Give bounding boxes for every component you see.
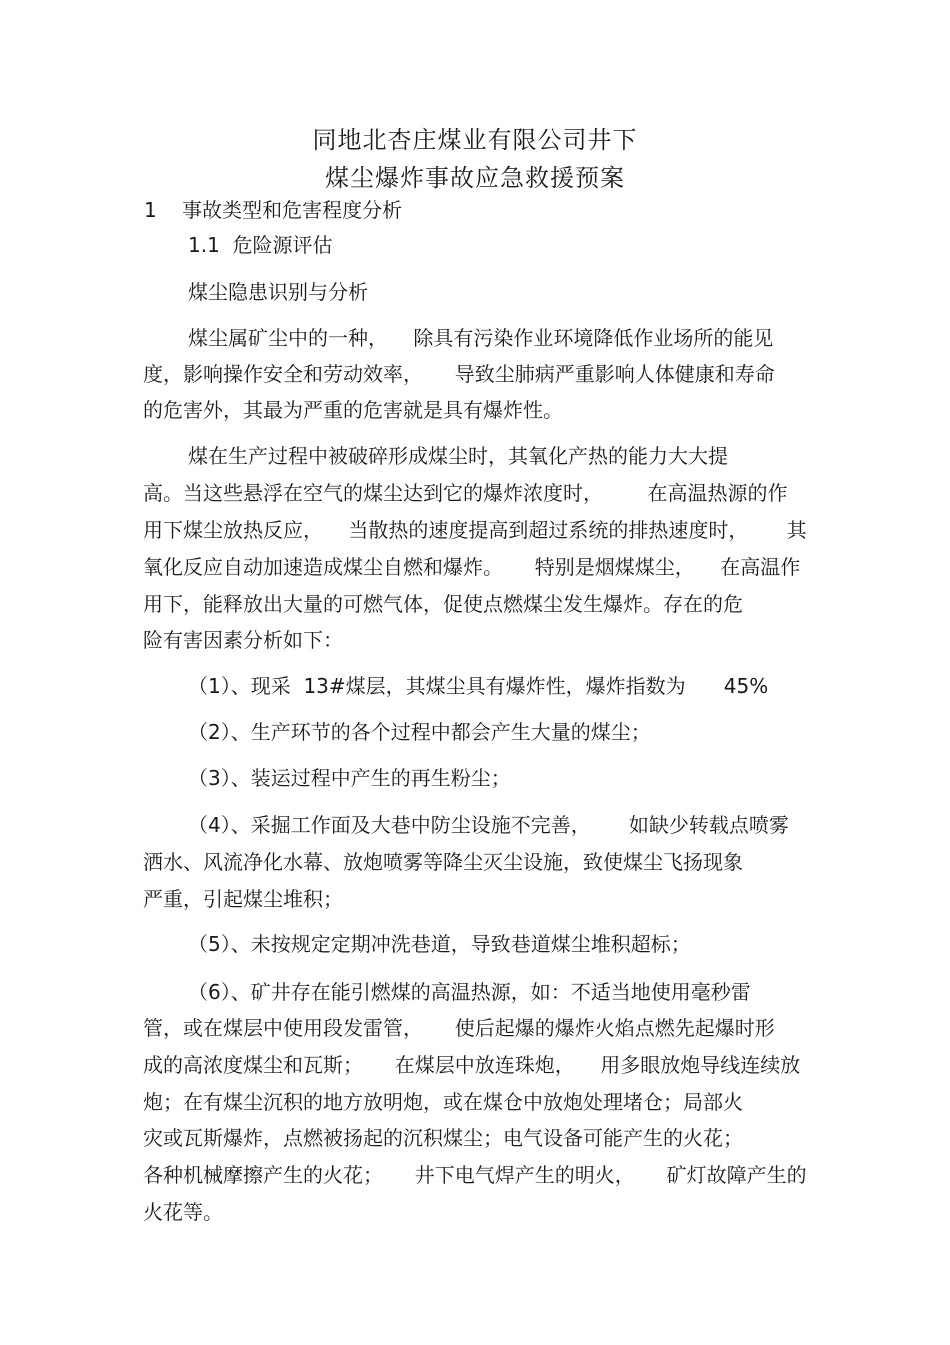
paragraph-2-line: 用下，能释放出大量的可燃气体，促使点燃煤尘发生爆炸。存在的危: [143, 592, 743, 616]
document-title-line2: 煤尘爆炸事故应急救援预案: [325, 164, 625, 192]
list-item-5: （5）、未按规定定期冲洗巷道，导致巷道煤尘堆积超标；: [188, 932, 691, 956]
paragraph-2-line: 氧化反应自动加速造成煤尘自燃和爆炸。 特别是烟煤煤尘， 在高温作: [143, 555, 801, 579]
list-item-4-line: 严重，引起煤尘堆积；: [143, 887, 343, 911]
list-item-1: （1）、现采 13#煤层，其煤尘具有爆炸性，爆炸指数为 45%: [188, 674, 769, 698]
list-item-6-line: 成的高浓度煤尘和瓦斯； 在煤层中放连珠炮， 用多眼放炮导线连续放: [143, 1053, 801, 1077]
list-item-6-line: 管，或在煤层中使用段发雷管， 使后起爆的爆炸火焰点燃先起爆时形: [143, 1016, 775, 1040]
paragraph-2-line: 险有害因素分析如下：: [143, 628, 343, 652]
section-heading-1-1: 1.1 危险源评估: [188, 233, 333, 257]
list-item-2: （2）、生产环节的各个过程中都会产生大量的煤尘；: [188, 720, 651, 744]
list-item-6-line: 各种机械摩擦产生的火花； 井下电气焊产生的明火， 矿灯故障产生的: [143, 1163, 807, 1187]
list-item-6-line: 炮；在有煤尘沉积的地方放明炮，或在煤仓中放炮处理堵仓；局部火: [143, 1090, 743, 1114]
list-item-6-line: 火花等。: [143, 1200, 223, 1224]
paragraph-2-line: 用下煤尘放热反应， 当散热的速度提高到超过系统的排热速度时， 其: [143, 518, 807, 542]
list-item-3: （3）、装运过程中产生的再生粉尘；: [188, 766, 511, 790]
list-item-6-line: 灾或瓦斯爆炸，点燃被扬起的沉积煤尘；电气设备可能产生的火花；: [143, 1126, 743, 1150]
subheading: 煤尘隐患识别与分析: [188, 280, 368, 304]
paragraph-2-line: 高。当这些悬浮在空气的煤尘达到它的爆炸浓度时， 在高温热源的作: [143, 481, 788, 505]
list-item-4-line: （4）、采掘工作面及大巷中防尘设施不完善， 如缺少转载点喷雾: [188, 813, 789, 837]
paragraph-1-line: 煤尘属矿尘中的一种， 除具有污染作业环境降低作业场所的能见: [188, 326, 774, 350]
list-item-6-line: （6）、矿井存在能引燃煤的高温热源，如：不适当地使用毫秒雷: [188, 980, 751, 1004]
paragraph-2-line: 煤在生产过程中被破碎形成煤尘时，其氧化产热的能力大大提: [188, 444, 728, 468]
list-item-4-line: 洒水、风流净化水幕、放炮喷雾等降尘灭尘设施，致使煤尘飞扬现象: [143, 850, 743, 874]
paragraph-1-line: 的危害外，其最为严重的危害就是具有爆炸性。: [143, 398, 563, 422]
document-title-line1: 同地北杏庄煤业有限公司井下: [312, 126, 638, 154]
paragraph-1-line: 度，影响操作安全和劳动效率， 导致尘肺病严重影响人体健康和寿命: [143, 362, 775, 386]
section-heading-1: 1 事故类型和危害程度分析: [144, 198, 403, 222]
